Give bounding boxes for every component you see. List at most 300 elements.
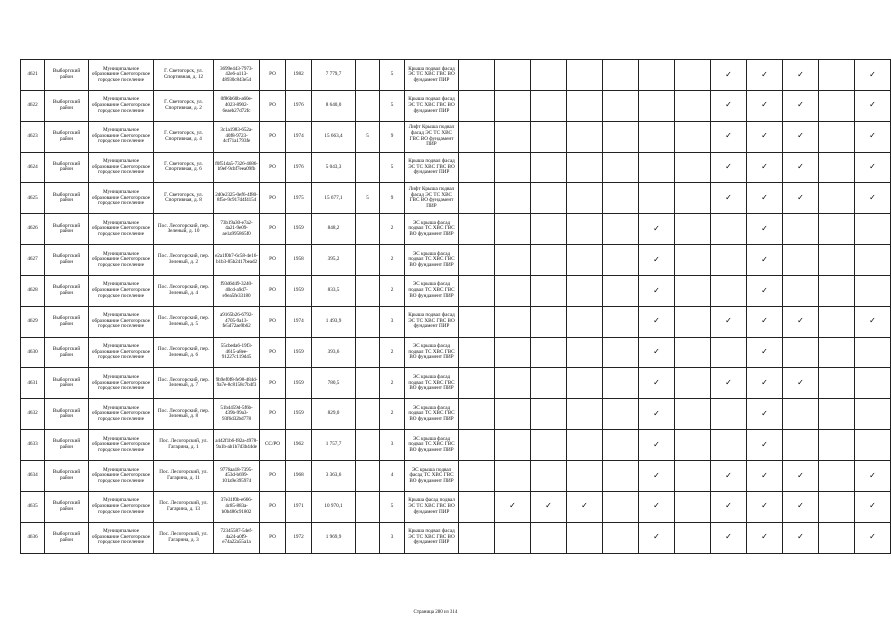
- work-check-cell: [639, 306, 675, 337]
- checkmark-icon: ✓: [869, 131, 876, 141]
- floors-cell: 5: [380, 152, 405, 183]
- work-check-cell: [459, 60, 495, 91]
- work-check-cell: [639, 368, 675, 399]
- checkmark-icon: ✓: [869, 470, 876, 480]
- checkmark-icon: ✓: [653, 316, 660, 326]
- work-check-cell: [711, 214, 747, 245]
- guid-cell: 3699e443-7973-42e6-a113-48930c843e54: [214, 60, 260, 91]
- address-cell: Пос. Лесогорский, ул. Гагарина, д. 11: [154, 460, 214, 491]
- table-row: [21, 183, 891, 214]
- work-check-cell: [567, 399, 603, 430]
- work-check-cell: [459, 121, 495, 152]
- address-cell: Пос. Лесогорский, ул. Гагарина, д. 1: [154, 430, 214, 461]
- floors-cell: 4: [380, 460, 405, 491]
- work-check-cell: [747, 491, 783, 522]
- work-check-cell: [675, 491, 711, 522]
- work-check-cell: [819, 121, 855, 152]
- work-check-cell: [567, 275, 603, 306]
- work-check-cell: [567, 522, 603, 553]
- year-cell: 1974: [286, 121, 312, 152]
- checkmark-icon: ✓: [761, 378, 768, 388]
- elevator-count-cell: [356, 399, 380, 430]
- floors-cell: 9: [380, 183, 405, 214]
- work-check-cell: [567, 368, 603, 399]
- work-check-cell: [675, 306, 711, 337]
- work-check-cell: [639, 152, 675, 183]
- work-check-cell: [855, 60, 891, 91]
- works-list-cell: ЭС крыша подвал фасад ТС ХВС ГВС ВО фундамент ПИР: [405, 460, 459, 491]
- work-check-cell: [675, 214, 711, 245]
- work-check-cell: [819, 60, 855, 91]
- elevator-count-cell: [356, 214, 380, 245]
- checkmark-icon: ✓: [761, 254, 768, 264]
- table-row: [21, 275, 891, 306]
- work-check-cell: [495, 121, 531, 152]
- checkmark-icon: ✓: [869, 69, 876, 79]
- address-cell: Пос. Лесогорский, пер. Зеленый, д. 8: [154, 399, 214, 430]
- guid-cell: 0f86b60b-a60e-4023-8902-6eaeb27d72fc: [214, 90, 260, 121]
- checkmark-icon: ✓: [797, 131, 804, 141]
- year-cell: 1972: [286, 522, 312, 553]
- municipality-cell: Муниципальное образование Светогорское городское поселение: [89, 491, 154, 522]
- guid-cell: 9776aa18-7395-453d-b699-101a9e395974: [214, 460, 260, 491]
- checkmark-icon: ✓: [725, 193, 732, 202]
- guid-cell: a442f1b6-f82a-4978-9a1b-ab1b7d3b44de: [214, 430, 260, 461]
- work-check-cell: [783, 430, 819, 461]
- work-check-cell: [711, 152, 747, 183]
- work-check-cell: [711, 245, 747, 276]
- checkmark-icon: ✓: [725, 100, 732, 110]
- row-number: 4621: [21, 60, 45, 91]
- checkmark-icon: ✓: [581, 501, 588, 511]
- checkmark-icon: ✓: [797, 316, 804, 326]
- work-check-cell: [783, 275, 819, 306]
- work-check-cell: [783, 399, 819, 430]
- work-check-cell: [639, 460, 675, 491]
- checkmark-icon: ✓: [797, 69, 804, 79]
- work-check-cell: [531, 60, 567, 91]
- checkmark-icon: ✓: [761, 470, 768, 480]
- works-list-cell: ЭС крыша фасад подвал ТС ХВС ГВС ВО фундамент ПИР: [405, 430, 459, 461]
- checkmark-icon: ✓: [761, 193, 768, 202]
- guid-cell: 3c1a1983-652a-40f8-9723-4cf71a1793fe: [214, 121, 260, 152]
- checkmark-icon: ✓: [761, 347, 768, 357]
- work-check-cell: [567, 90, 603, 121]
- guid-cell: 2d0e2325-0ef6-4f80-8f5e-9c917d4f4154: [214, 183, 260, 214]
- work-check-cell: [639, 183, 675, 214]
- address-cell: Г. Светогорск, ул. Спортивная, д. 8: [154, 183, 214, 214]
- row-number: 4627: [21, 245, 45, 276]
- work-check-cell: [459, 368, 495, 399]
- work-check-cell: [531, 152, 567, 183]
- address-cell: Пос. Лесогорский, пер. Зеленый, д. 5: [154, 306, 214, 337]
- work-check-cell: [603, 368, 639, 399]
- area-cell: 7 779,7: [312, 60, 356, 91]
- work-check-cell: [711, 368, 747, 399]
- address-cell: Пос. Лесогорский, пер. Зеленый, д. 7: [154, 368, 214, 399]
- work-check-cell: [531, 90, 567, 121]
- municipality-cell: Муниципальное образование Светогорское городское поселение: [89, 522, 154, 553]
- year-cell: 1982: [286, 60, 312, 91]
- floors-cell: 3: [380, 522, 405, 553]
- municipality-cell: Муниципальное образование Светогорское городское поселение: [89, 275, 154, 306]
- work-check-cell: [495, 337, 531, 368]
- work-check-cell: [855, 183, 891, 214]
- checkmark-icon: ✓: [869, 162, 876, 172]
- address-cell: Пос. Лесогорский, пер. Зеленый, д. 6: [154, 337, 214, 368]
- checkmark-icon: ✓: [725, 162, 732, 172]
- work-check-cell: [495, 183, 531, 214]
- work-check-cell: [603, 491, 639, 522]
- year-cell: 1976: [286, 90, 312, 121]
- work-check-cell: [711, 399, 747, 430]
- table-row: [21, 90, 891, 121]
- district-cell: Выборгский район: [45, 60, 89, 91]
- work-check-cell: [567, 214, 603, 245]
- work-check-cell: [459, 90, 495, 121]
- address-cell: Г. Светогорск, ул. Спортивная, д. 12: [154, 60, 214, 91]
- area-cell: 780,5: [312, 368, 356, 399]
- checkmark-icon: ✓: [725, 316, 732, 326]
- work-check-cell: [819, 275, 855, 306]
- work-check-cell: [531, 337, 567, 368]
- work-check-cell: [675, 275, 711, 306]
- guid-cell: 72345587-54ef-4a24-a0f9-e74a22a55a1a: [214, 522, 260, 553]
- checkmark-icon: ✓: [761, 100, 768, 110]
- work-check-cell: [603, 275, 639, 306]
- works-list-cell: Крыша подвал фасад ЭС ТС ХВС ГВС ВО фундамент ПИР: [405, 90, 459, 121]
- work-check-cell: [747, 214, 783, 245]
- work-check-cell: [567, 152, 603, 183]
- work-check-cell: [675, 60, 711, 91]
- work-check-cell: [531, 430, 567, 461]
- district-cell: Выборгский район: [45, 245, 89, 276]
- address-cell: Г. Светогорск, ул. Спортивная, д. 4: [154, 121, 214, 152]
- row-number: 4631: [21, 368, 45, 399]
- wall-material-cell: РО: [260, 306, 286, 337]
- work-check-cell: [783, 306, 819, 337]
- floors-cell: 5: [380, 60, 405, 91]
- checkmark-icon: ✓: [761, 439, 768, 449]
- row-number: 4633: [21, 430, 45, 461]
- year-cell: 1959: [286, 368, 312, 399]
- table-row: [21, 399, 891, 430]
- work-check-cell: [783, 522, 819, 553]
- work-check-cell: [783, 491, 819, 522]
- wall-material-cell: РО: [260, 522, 286, 553]
- row-number: 4636: [21, 522, 45, 553]
- work-check-cell: [711, 60, 747, 91]
- work-check-cell: [855, 430, 891, 461]
- work-check-cell: [819, 399, 855, 430]
- table-row: [21, 245, 891, 276]
- page-footer: Страница 280 из 314: [413, 610, 458, 615]
- municipality-cell: Муниципальное образование Светогорское городское поселение: [89, 152, 154, 183]
- table-row: [21, 121, 891, 152]
- work-check-cell: [495, 214, 531, 245]
- floors-cell: 2: [380, 368, 405, 399]
- area-cell: 1 493,9: [312, 306, 356, 337]
- work-check-cell: [783, 152, 819, 183]
- elevator-count-cell: [356, 460, 380, 491]
- checkmark-icon: ✓: [725, 501, 732, 511]
- area-cell: 848,2: [312, 214, 356, 245]
- municipality-cell: Муниципальное образование Светогорское городское поселение: [89, 337, 154, 368]
- elevator-count-cell: [356, 491, 380, 522]
- floors-cell: 9: [380, 121, 405, 152]
- work-check-cell: [783, 245, 819, 276]
- work-check-cell: [603, 90, 639, 121]
- work-check-cell: [567, 460, 603, 491]
- year-cell: 1959: [286, 337, 312, 368]
- wall-material-cell: РО: [260, 399, 286, 430]
- checkmark-icon: ✓: [761, 162, 768, 172]
- checkmark-icon: ✓: [725, 131, 732, 141]
- work-check-cell: [603, 337, 639, 368]
- work-check-cell: [855, 337, 891, 368]
- checkmark-icon: ✓: [653, 285, 660, 295]
- works-list-cell: ЭС крыша фасад подвал ТС ХВС ГВС ВО фундамент ПИР: [405, 399, 459, 430]
- year-cell: 1975: [286, 183, 312, 214]
- checkmark-icon: ✓: [869, 316, 876, 326]
- checkmark-icon: ✓: [653, 223, 660, 233]
- guid-cell: 9b9ef0f8-fe98-484d-9a7e-8c8158c7b4f3: [214, 368, 260, 399]
- address-cell: Пос. Лесогорский, ул. Гагарина, д. 13: [154, 491, 214, 522]
- district-cell: Выборгский район: [45, 460, 89, 491]
- municipality-cell: Муниципальное образование Светогорское городское поселение: [89, 399, 154, 430]
- work-check-cell: [531, 183, 567, 214]
- elevator-count-cell: [356, 522, 380, 553]
- municipality-cell: Муниципальное образование Светогорское городское поселение: [89, 368, 154, 399]
- work-check-cell: [783, 60, 819, 91]
- area-cell: 8 640,0: [312, 90, 356, 121]
- work-check-cell: [459, 337, 495, 368]
- work-check-cell: [603, 460, 639, 491]
- work-check-cell: [639, 90, 675, 121]
- work-check-cell: [495, 460, 531, 491]
- area-cell: 395,2: [312, 245, 356, 276]
- elevator-count-cell: [356, 245, 380, 276]
- district-cell: Выборгский район: [45, 430, 89, 461]
- wall-material-cell: РО: [260, 245, 286, 276]
- work-check-cell: [855, 152, 891, 183]
- address-cell: Пос. Лесогорский, пер. Зеленый, д. 4: [154, 275, 214, 306]
- work-check-cell: [783, 121, 819, 152]
- area-cell: 1 757,7: [312, 430, 356, 461]
- work-check-cell: [531, 491, 567, 522]
- work-check-cell: [747, 368, 783, 399]
- work-check-cell: [639, 337, 675, 368]
- work-check-cell: [459, 522, 495, 553]
- work-check-cell: [783, 368, 819, 399]
- table-row: [21, 214, 891, 245]
- work-check-cell: [459, 245, 495, 276]
- work-check-cell: [639, 275, 675, 306]
- floors-cell: 5: [380, 491, 405, 522]
- checkmark-icon: ✓: [761, 316, 768, 326]
- elevator-count-cell: [356, 152, 380, 183]
- work-check-cell: [495, 60, 531, 91]
- work-check-cell: [495, 275, 531, 306]
- district-cell: Выборгский район: [45, 275, 89, 306]
- checkmark-icon: ✓: [725, 532, 732, 542]
- area-cell: 393,6: [312, 337, 356, 368]
- district-cell: Выборгский район: [45, 214, 89, 245]
- work-check-cell: [747, 183, 783, 214]
- guid-cell: a9165b26-6792-4705-9a13-fe5d72ae9b62: [214, 306, 260, 337]
- work-check-cell: [783, 90, 819, 121]
- checkmark-icon: ✓: [509, 501, 516, 511]
- wall-material-cell: СС/РО: [260, 430, 286, 461]
- work-check-cell: [459, 306, 495, 337]
- wall-material-cell: РО: [260, 121, 286, 152]
- district-cell: Выборгский район: [45, 337, 89, 368]
- work-check-cell: [639, 522, 675, 553]
- work-check-cell: [747, 90, 783, 121]
- work-check-cell: [495, 368, 531, 399]
- floors-cell: 2: [380, 245, 405, 276]
- work-check-cell: [855, 90, 891, 121]
- work-check-cell: [675, 460, 711, 491]
- checkmark-icon: ✓: [653, 347, 660, 357]
- work-check-cell: [495, 90, 531, 121]
- work-check-cell: [639, 121, 675, 152]
- checkmark-icon: ✓: [761, 69, 768, 79]
- municipality-cell: Муниципальное образование Светогорское городское поселение: [89, 60, 154, 91]
- work-check-cell: [639, 399, 675, 430]
- area-cell: 5 043,3: [312, 152, 356, 183]
- area-cell: 3 363,6: [312, 460, 356, 491]
- year-cell: 1974: [286, 306, 312, 337]
- work-check-cell: [855, 245, 891, 276]
- work-check-cell: [567, 245, 603, 276]
- work-check-cell: [747, 152, 783, 183]
- table-row: [21, 430, 891, 461]
- district-cell: Выборгский район: [45, 183, 89, 214]
- work-check-cell: [747, 430, 783, 461]
- work-check-cell: [459, 460, 495, 491]
- checkmark-icon: ✓: [761, 408, 768, 418]
- checkmark-icon: ✓: [653, 439, 660, 449]
- year-cell: 1976: [286, 152, 312, 183]
- work-check-cell: [819, 460, 855, 491]
- checkmark-icon: ✓: [761, 532, 768, 542]
- district-cell: Выборгский район: [45, 152, 89, 183]
- table-row: [21, 460, 891, 491]
- work-check-cell: [567, 183, 603, 214]
- work-check-cell: [603, 522, 639, 553]
- work-check-cell: [819, 368, 855, 399]
- checkmark-icon: ✓: [761, 223, 768, 233]
- table-row: [21, 522, 891, 553]
- floors-cell: 2: [380, 399, 405, 430]
- municipality-cell: Муниципальное образование Светогорское городское поселение: [89, 214, 154, 245]
- work-check-cell: [639, 60, 675, 91]
- checkmark-icon: ✓: [653, 378, 660, 388]
- area-cell: 10 970,1: [312, 491, 356, 522]
- works-list-cell: ЭС крыша фасад подвал ТС ХВС ГВС ВО фундамент ПИР: [405, 275, 459, 306]
- wall-material-cell: РО: [260, 60, 286, 91]
- wall-material-cell: РО: [260, 337, 286, 368]
- work-check-cell: [855, 368, 891, 399]
- work-check-cell: [567, 121, 603, 152]
- work-check-cell: [639, 245, 675, 276]
- district-cell: Выборгский район: [45, 522, 89, 553]
- row-number: 4634: [21, 460, 45, 491]
- area-cell: 833,5: [312, 275, 356, 306]
- work-check-cell: [819, 306, 855, 337]
- work-check-cell: [495, 399, 531, 430]
- work-check-cell: [531, 399, 567, 430]
- row-number: 4623: [21, 121, 45, 152]
- checkmark-icon: ✓: [725, 470, 732, 480]
- district-cell: Выборгский район: [45, 306, 89, 337]
- municipality-cell: Муниципальное образование Светогорское городское поселение: [89, 90, 154, 121]
- row-number: 4628: [21, 275, 45, 306]
- work-check-cell: [711, 491, 747, 522]
- checkmark-icon: ✓: [653, 408, 660, 418]
- address-cell: Г. Светогорск, ул. Спортивная, д. 2: [154, 90, 214, 121]
- area-cell: 15 677,1: [312, 183, 356, 214]
- row-number: 4632: [21, 399, 45, 430]
- elevator-count-cell: [356, 430, 380, 461]
- guid-cell: e2a1f0b7-6c58-4e16-b1b3-85b2417bead2: [214, 245, 260, 276]
- elevator-count-cell: [356, 60, 380, 91]
- guid-cell: 37e31f0b-e666-4c85-883a-b0b486c91802: [214, 491, 260, 522]
- wall-material-cell: РО: [260, 183, 286, 214]
- work-check-cell: [855, 306, 891, 337]
- address-cell: Г. Светогорск, ул. Спортивная, д. 6: [154, 152, 214, 183]
- area-cell: 15 663,4: [312, 121, 356, 152]
- works-list-cell: Крыша подвал фасад ЭС ТС ХВС ГВС ВО фундамент ПИР: [405, 522, 459, 553]
- work-check-cell: [819, 430, 855, 461]
- municipality-cell: Муниципальное образование Светогорское городское поселение: [89, 121, 154, 152]
- area-cell: 1 969,9: [312, 522, 356, 553]
- checkmark-icon: ✓: [653, 501, 660, 511]
- work-check-cell: [675, 430, 711, 461]
- work-check-cell: [819, 337, 855, 368]
- capital-repair-table: [20, 59, 891, 554]
- checkmark-icon: ✓: [869, 100, 876, 110]
- work-check-cell: [531, 245, 567, 276]
- work-check-cell: [783, 337, 819, 368]
- year-cell: 1958: [286, 245, 312, 276]
- wall-material-cell: РО: [260, 368, 286, 399]
- work-check-cell: [603, 306, 639, 337]
- work-check-cell: [747, 275, 783, 306]
- table-row: [21, 491, 891, 522]
- district-cell: Выборгский район: [45, 399, 89, 430]
- year-cell: 1959: [286, 275, 312, 306]
- table-body: [21, 60, 891, 554]
- work-check-cell: [495, 430, 531, 461]
- table-row: [21, 152, 891, 183]
- row-number: 4635: [21, 491, 45, 522]
- work-check-cell: [819, 522, 855, 553]
- wall-material-cell: РО: [260, 152, 286, 183]
- wall-material-cell: РО: [260, 460, 286, 491]
- work-check-cell: [567, 491, 603, 522]
- work-check-cell: [819, 152, 855, 183]
- address-cell: Пос. Лесогорский, ул. Гагарина, д. 3: [154, 522, 214, 553]
- table-row: [21, 60, 891, 91]
- area-cell: 829,0: [312, 399, 356, 430]
- work-check-cell: [783, 183, 819, 214]
- work-check-cell: [819, 245, 855, 276]
- checkmark-icon: ✓: [797, 162, 804, 172]
- municipality-cell: Муниципальное образование Светогорское городское поселение: [89, 183, 154, 214]
- checkmark-icon: ✓: [797, 501, 804, 511]
